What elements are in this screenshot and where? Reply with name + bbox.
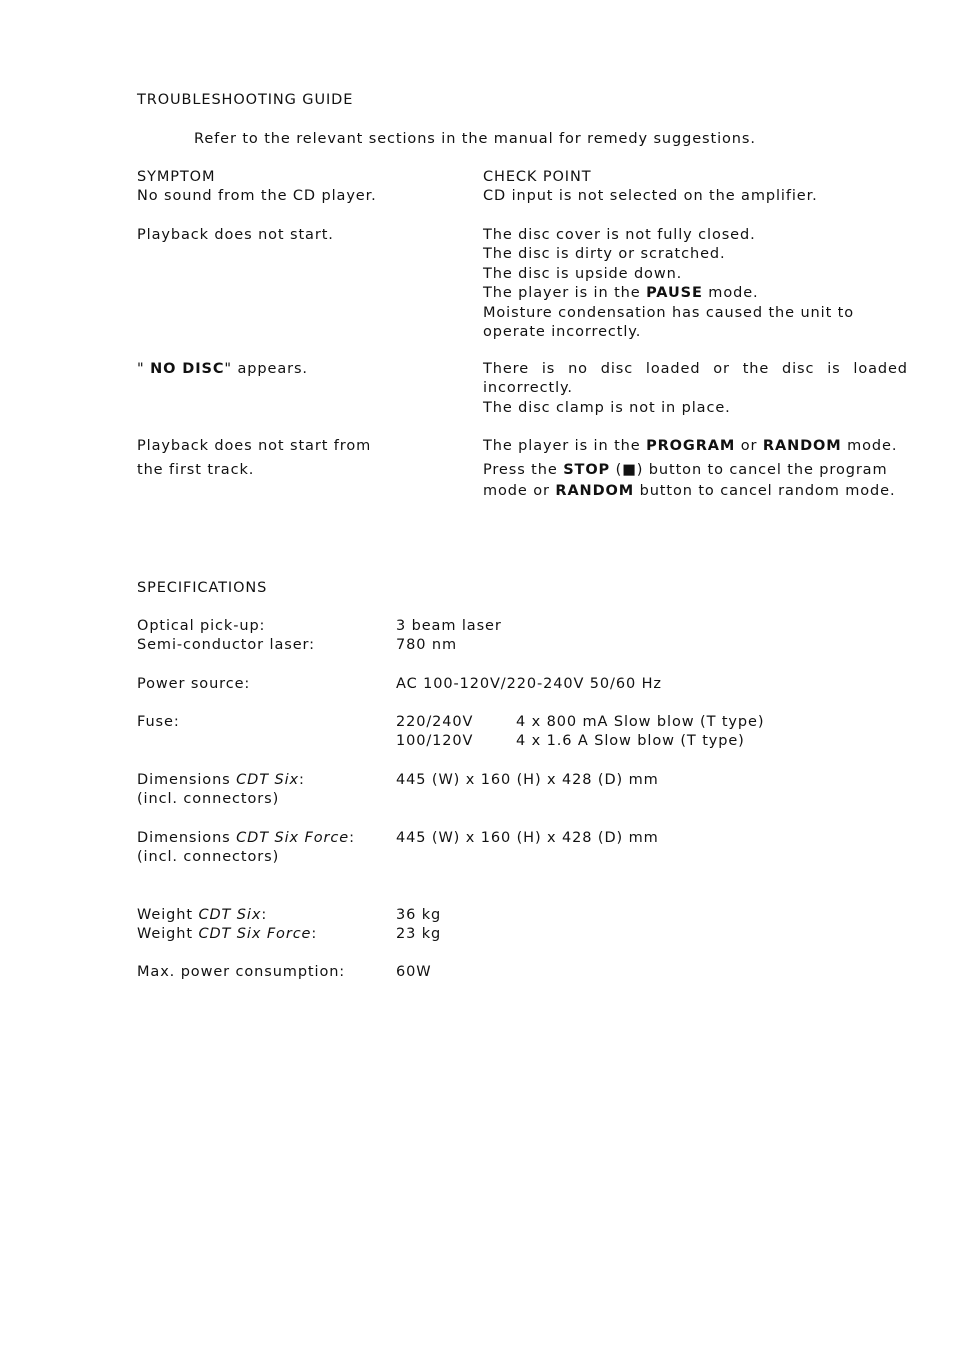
spec-dim2-label: [137, 829, 355, 868]
fuse-value: 4 x 800 mA Slow blow (T type): [516, 714, 765, 730]
spec-label: Dimensions CDT Six:: [137, 772, 305, 788]
spec-label: Fuse:: [137, 714, 180, 730]
spec-label: Weight CDT Six Force:: [137, 926, 318, 943]
spec-label: Semi-conductor laser:: [137, 637, 315, 654]
check-program-mode: The player is in the PROGRAM or RANDOM mode.: [483, 438, 898, 454]
spec-value: 445 (W) x 160 (H) x 428 (D) mm: [396, 830, 659, 846]
fuse-voltages: [396, 713, 473, 752]
check-list-item: The disc is dirty or scratched.: [483, 246, 726, 263]
spec-weight-values: [396, 906, 441, 945]
spec-value: 36 kg: [396, 907, 442, 923]
spec-values-optics: [396, 617, 502, 656]
fuse-voltage: 100/120V: [396, 733, 474, 750]
spec-value: AC 100-120V/220-240V 50/60 Hz: [396, 676, 662, 692]
check-stop-button: Press the STOP (■) button to cancel the program: [483, 462, 888, 478]
check-list-item: The player is in the PAUSE mode.: [483, 285, 759, 302]
fuse-values: [516, 713, 764, 752]
checks-playback: [483, 226, 854, 342]
spec-label: Weight CDT Six:: [137, 907, 268, 923]
spec-label: Max. power consumption:: [137, 964, 346, 980]
spec-value: 445 (W) x 160 (H) x 428 (D) mm: [396, 772, 659, 788]
spec-weight-labels: [137, 906, 317, 945]
spec-label: Power source:: [137, 676, 251, 692]
spec-label: Optical pick-up:: [137, 618, 266, 634]
checkpoint-column: [483, 168, 818, 207]
troubleshooting-intro: Refer to the relevant sections in the manual for remedy suggestions.: [194, 131, 756, 147]
check-list-item: The disc cover is not fully closed.: [483, 227, 756, 243]
check-justified-line: There is no disc loaded or the disc is loaded: [483, 361, 908, 377]
symptom-first-track-line1: Playback does not start from: [137, 438, 372, 454]
spec-sublabel: (incl. connectors): [137, 849, 280, 866]
spec-dim1-label: [137, 771, 305, 810]
check-list-item: incorrectly.: [483, 380, 573, 397]
spec-value: 60W: [396, 964, 432, 980]
fuse-voltage: 220/240V: [396, 714, 474, 730]
symptom-playback: Playback does not start.: [137, 227, 334, 243]
spec-value: 23 kg: [396, 926, 442, 943]
spec-value: 3 beam laser: [396, 618, 502, 634]
check-no-sound: CD input is not selected on the amplifier.: [483, 188, 818, 205]
check-list-item: The disc is upside down.: [483, 265, 683, 282]
check-list-item: The disc clamp is not in place.: [483, 399, 731, 416]
troubleshooting-title: TROUBLESHOOTING GUIDE: [137, 92, 354, 108]
symptom-no-disc: " NO DISC" appears.: [137, 361, 308, 377]
symptom-header: SYMPTOM: [137, 169, 216, 185]
checks-no-disc: [483, 360, 908, 418]
symptom-column: [137, 168, 377, 207]
symptom-no-sound: No sound from the CD player.: [137, 188, 377, 205]
checkpoint-header: CHECK POINT: [483, 169, 592, 185]
spec-value: 780 nm: [396, 637, 457, 654]
spec-labels-optics: [137, 617, 315, 656]
symptom-first-track-line2: the first track.: [137, 462, 255, 478]
check-random-button: mode or RANDOM button to cancel random mode.: [483, 483, 896, 499]
check-list-item: Moisture condensation has caused the unit to: [483, 304, 855, 321]
spec-label: Dimensions CDT Six Force:: [137, 830, 355, 846]
check-list-item: operate incorrectly.: [483, 323, 642, 340]
specifications-title: SPECIFICATIONS: [137, 580, 268, 596]
spec-sublabel: (incl. connectors): [137, 791, 280, 808]
fuse-value: 4 x 1.6 A Slow blow (T type): [516, 733, 745, 750]
